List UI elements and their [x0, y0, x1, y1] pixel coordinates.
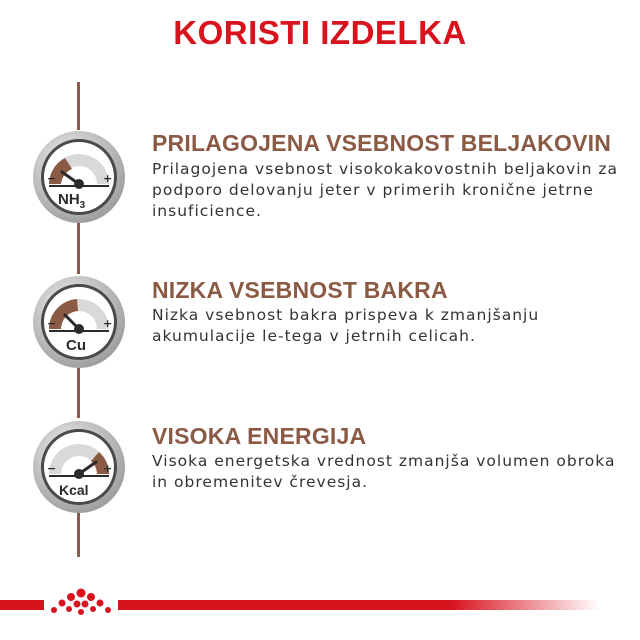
kcal-gauge-icon — [32, 420, 126, 514]
benefit-description: Prilagojena vsebnost visokokakovostnih beljakovin za podporo delovanju jeter v primerih kronične jetrne insuficience. — [152, 160, 618, 220]
royal-canin-crown-logo — [44, 585, 118, 621]
nh3-gauge-icon — [32, 130, 126, 224]
benefit-heading: NIZKA VSEBNOST BAKRA — [152, 277, 448, 303]
minus-sign: − — [47, 172, 57, 185]
plus-sign: + — [103, 462, 113, 475]
connector-line — [77, 368, 80, 418]
gauge-label-sub: 3 — [79, 200, 86, 211]
plus-sign: + — [103, 317, 113, 330]
cu-gauge-icon — [32, 275, 126, 369]
connector-line — [77, 512, 80, 557]
plus-sign: + — [103, 172, 113, 185]
gauge-label: Cu — [66, 337, 86, 354]
connector-line — [77, 82, 80, 130]
connector-line — [77, 222, 80, 274]
benefit-description: Nizka vsebnost bakra prispeva k zmanjšanju akumulacije le-tega v jetrnih celicah. — [152, 306, 540, 345]
benefit-description: Visoka energetska vrednost zmanjša volumen obroka in obremenitev črevesja. — [152, 452, 616, 491]
benefit-heading: VISOKA ENERGIJA — [152, 423, 367, 449]
gauge-label: NH — [58, 191, 80, 208]
page-title: KORISTI IZDELKA — [173, 14, 467, 51]
minus-sign: − — [47, 462, 57, 475]
gauge-label: Kcal — [59, 482, 89, 498]
benefit-heading: PRILAGOJENA VSEBNOST BELJAKOVIN — [152, 130, 612, 156]
minus-sign: − — [47, 317, 57, 330]
